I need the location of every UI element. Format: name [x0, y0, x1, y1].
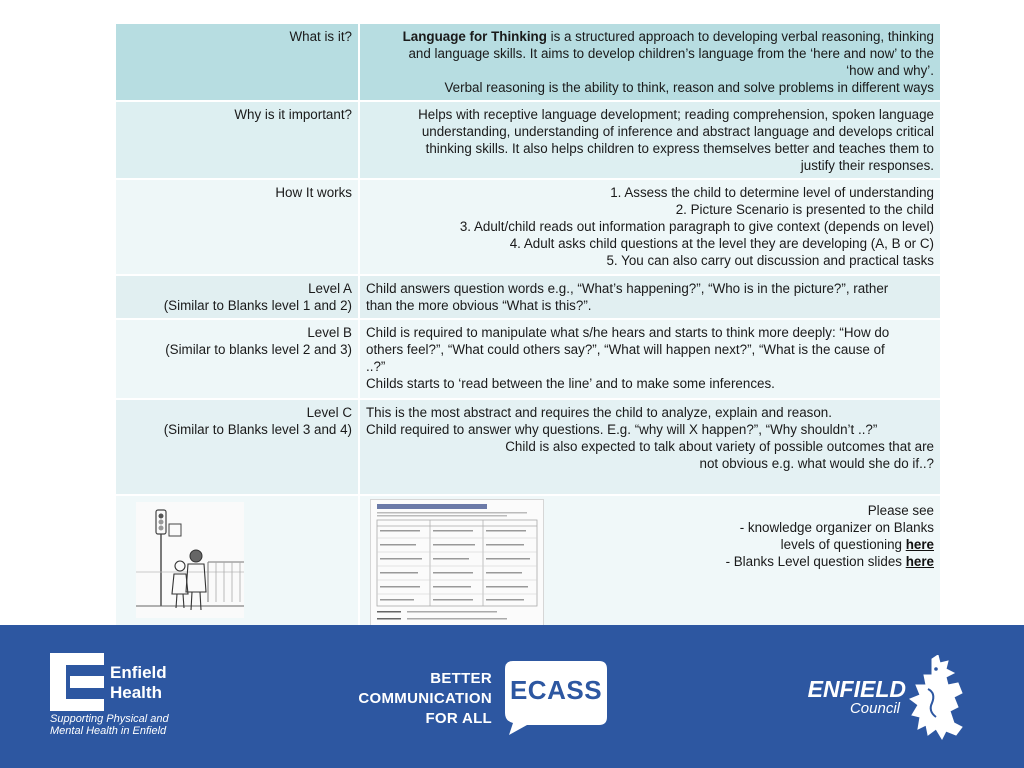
level-b-line: Child is required to manipulate what s/he hears and starts to think more deeply: “How do — [366, 325, 890, 340]
level-a-line: than the more obvious “What is this?”. — [366, 298, 592, 313]
level-b-subtitle: (Similar to blanks level 2 and 3) — [165, 342, 352, 357]
better-communication-text — [340, 669, 492, 729]
level-c-line: This is the most abstract and requires the child to analyze, explain and reason. — [366, 405, 832, 420]
row-why-important — [115, 101, 941, 179]
footer-banner — [0, 625, 1024, 768]
row-how-it-works — [115, 179, 941, 275]
why-line: justify their responses. — [800, 158, 934, 173]
please-see-text: Please see — [867, 503, 934, 518]
content-why-important — [359, 101, 941, 179]
what-label-text: What is it? — [289, 29, 352, 44]
eh-tag-line2: Mental Health in Enfield — [50, 725, 167, 737]
scene-image-cell — [115, 495, 359, 633]
what-line-4: Verbal reasoning is the ability to think, reason and solve problems in different ways — [444, 80, 934, 95]
row-level-b — [115, 319, 941, 399]
resources-links — [726, 502, 934, 570]
content-how-it-works — [359, 179, 941, 275]
slides-line — [726, 553, 934, 570]
eh-name-line2: Health — [110, 683, 162, 702]
why-line: understanding, understanding of inference and abstract language and develops critical — [421, 124, 934, 139]
label-why-important — [115, 101, 359, 179]
level-a-line: Child answers question words e.g., “What’s happening?”, “Who is in the picture?”, rather — [366, 281, 889, 296]
content-what-is-it — [359, 23, 941, 101]
why-label-text: Why is it important? — [234, 107, 352, 122]
level-c-line: Child required to answer why questions. E.g. “why will X happen?”, “Why shouldn’t ..?” — [366, 422, 878, 437]
levels-questioning-text: levels of questioning — [780, 537, 906, 552]
how-label-text: How It works — [275, 185, 352, 200]
level-c-subtitle: (Similar to Blanks level 3 and 4) — [163, 422, 352, 437]
row-level-a — [115, 275, 941, 319]
row-what-is-it — [115, 23, 941, 101]
level-c-title: Level C — [306, 405, 352, 420]
how-step: 5. You can also carry out discussion and practical tasks — [606, 253, 934, 268]
scenario-question-sheet-thumbnail — [370, 499, 544, 629]
label-level-a — [115, 275, 359, 319]
bca-line2: COMMUNICATION — [358, 690, 492, 707]
content-level-b — [359, 319, 941, 399]
info-table — [114, 22, 942, 634]
label-how-it-works — [115, 179, 359, 275]
level-c-line: Child is also expected to talk about variety of possible outcomes that are — [505, 439, 934, 454]
levels-questioning-line — [726, 536, 934, 553]
level-c-line: not obvious e.g. what would she do if..? — [699, 456, 934, 471]
knowledge-organizer-here-link[interactable]: here — [905, 537, 934, 552]
row-resources — [115, 495, 941, 633]
knowledge-organizer-text: - knowledge organizer on Blanks — [739, 520, 934, 535]
council-subtitle: Council — [849, 700, 900, 717]
what-line1-rest: is a structured approach to developing verbal reasoning, thinking — [546, 29, 934, 44]
enfield-health-e-mark-icon — [50, 653, 104, 711]
label-level-b — [115, 319, 359, 399]
what-line-1 — [366, 28, 934, 45]
enfield-health-logo — [50, 653, 180, 735]
bca-line3: FOR ALL — [425, 710, 492, 727]
crossing-road-illustration — [136, 502, 244, 618]
enfield-health-name — [110, 663, 167, 703]
bca-line1: BETTER — [430, 670, 492, 687]
level-b-line: others feel?”, “What could others say?”, “What will happen next?”, “What is the cause of — [366, 342, 885, 357]
level-b-line: Childs starts to ‘read between the line’ and to make some inferences. — [366, 376, 775, 391]
level-a-subtitle: (Similar to Blanks level 1 and 2) — [163, 298, 352, 313]
content-level-c — [359, 399, 941, 495]
level-b-line: ..?” — [366, 359, 386, 374]
content-level-a — [359, 275, 941, 319]
what-bold-lead: Language for Thinking — [402, 29, 547, 44]
row-level-c — [115, 399, 941, 495]
why-line: thinking skills. It also helps children to express themselves better and teaches them to — [425, 141, 934, 156]
ecass-logo — [505, 661, 607, 727]
how-step: 2. Picture Scenario is presented to the child — [675, 202, 934, 217]
how-step: 3. Adult/child reads out information paragraph to give context (depends on level) — [459, 219, 934, 234]
enfield-council-logo-text — [790, 677, 906, 717]
what-line-2: and language skills. It aims to develop children’s language from the ‘here and now’ to the — [408, 46, 934, 61]
label-level-c — [115, 399, 359, 495]
resources-cell — [359, 495, 941, 633]
label-what-is-it — [115, 23, 359, 101]
eh-tag-line1: Supporting Physical and — [50, 713, 169, 725]
slides-text: - Blanks Level question slides — [725, 554, 906, 569]
eh-name-line1: Enfield — [110, 663, 167, 682]
council-name: ENFIELD — [807, 676, 906, 702]
enfield-beast-icon — [902, 655, 966, 741]
slides-here-link[interactable]: here — [905, 554, 934, 569]
why-line: Helps with receptive language development; reading comprehension, spoken language — [418, 107, 934, 122]
how-step: 1. Assess the child to determine level of understanding — [610, 185, 934, 200]
enfield-health-tagline — [50, 713, 169, 737]
what-line-3: ‘how and why’. — [846, 63, 934, 78]
ecass-wordmark: ECASS — [509, 675, 603, 705]
level-a-title: Level A — [308, 281, 352, 296]
how-step: 4. Adult asks child questions at the level they are developing (A, B or C) — [509, 236, 934, 251]
level-b-title: Level B — [307, 325, 352, 340]
